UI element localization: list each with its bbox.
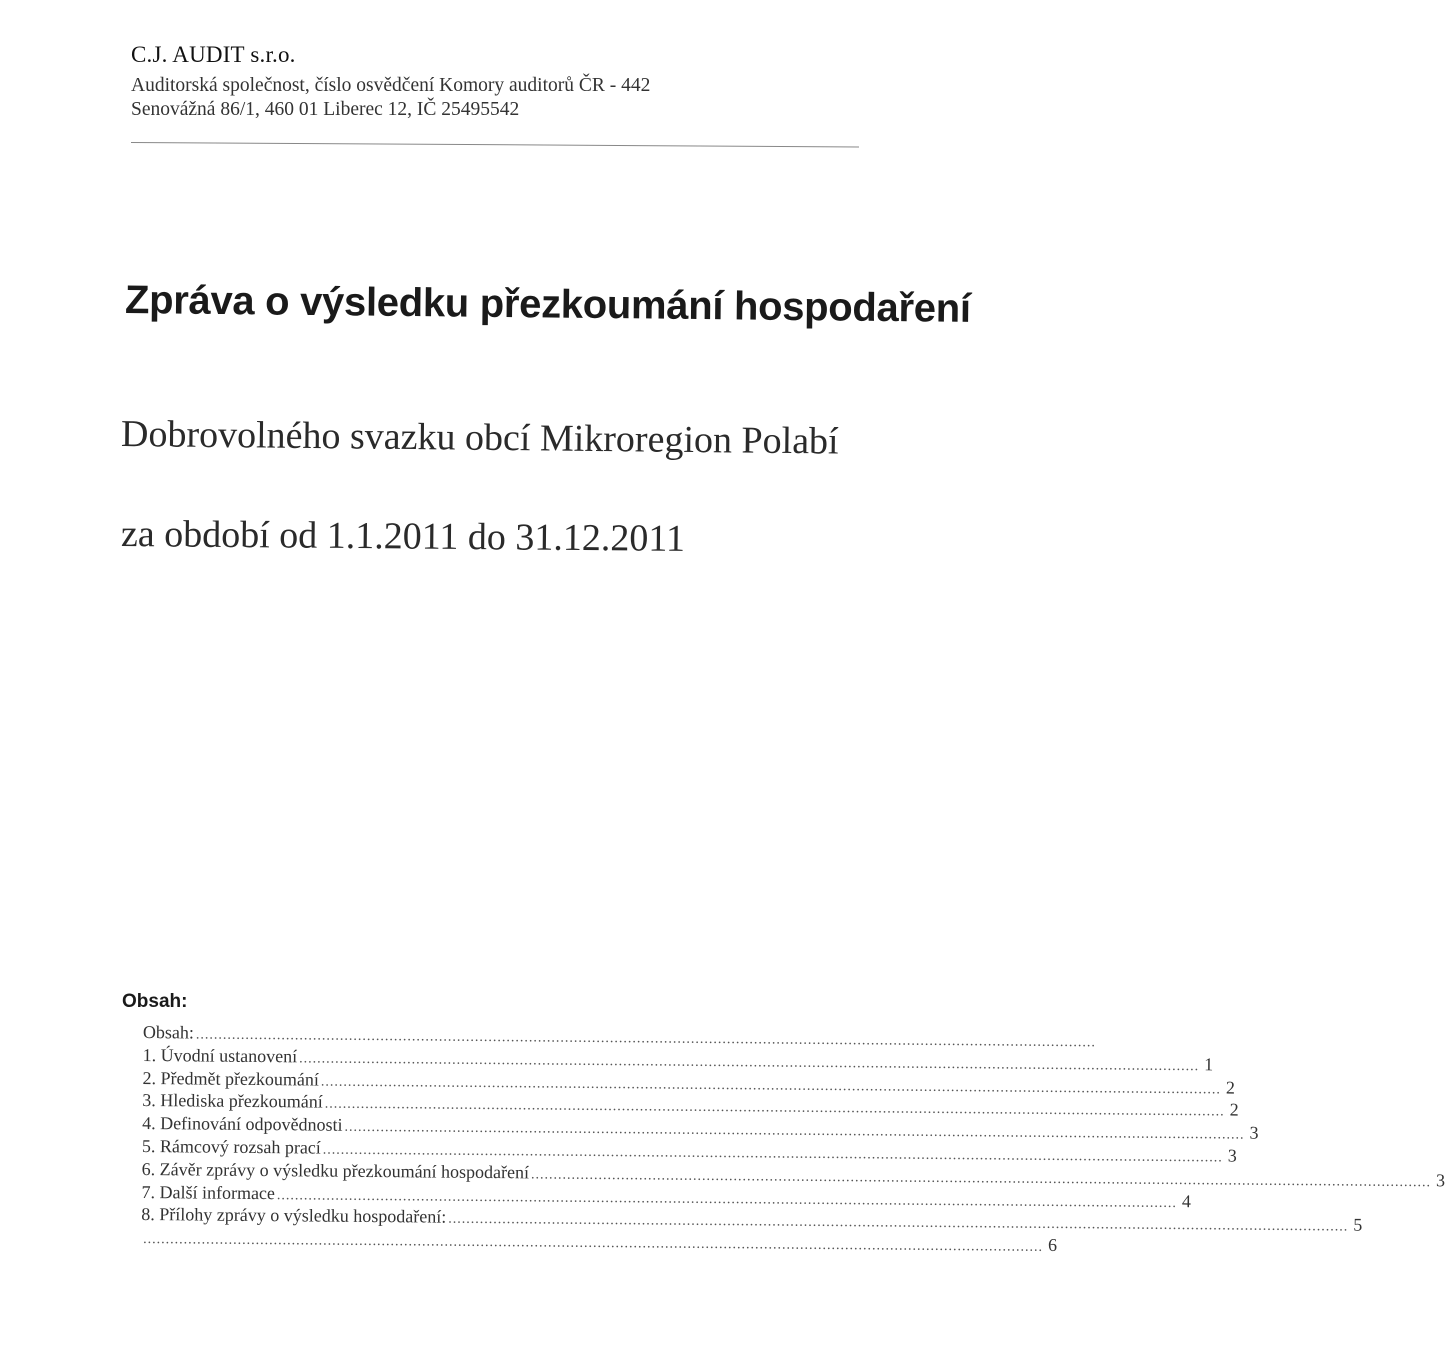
toc-leader-dots: ........................................................................................................................................................................................................ xyxy=(143,1232,1044,1256)
toc-entry-label: Obsah: xyxy=(142,1022,194,1043)
toc-entry-label: 4. Definování odpovědnosti xyxy=(142,1113,343,1135)
table-of-contents xyxy=(141,1022,1446,1256)
toc-entry-label: 1. Úvodní ustanovení xyxy=(142,1044,298,1067)
toc-entry-page: 3 xyxy=(1249,1122,1259,1143)
toc-entry-page: 4 xyxy=(1181,1190,1192,1211)
toc-entry-label: 5. Rámcový rozsah prací xyxy=(141,1135,321,1158)
toc-entry-page: 5 xyxy=(1353,1214,1363,1236)
document-period: za období od 1.1.2011 do 31.12.2011 xyxy=(120,513,686,560)
document-title: Zpráva o výsledku přezkoumání hospodaření xyxy=(124,278,971,331)
toc-entry-page: 3 xyxy=(1227,1145,1237,1166)
toc-entry xyxy=(141,1227,1058,1256)
toc-entry-label: 8. Přílohy zprávy o výsledku hospodaření: xyxy=(141,1204,447,1228)
toc-leader-dots: ........................................................................................................................................................................................................ xyxy=(299,1051,1200,1075)
toc-entry-label: 7. Další informace xyxy=(141,1181,276,1203)
company-address-line: Senovážná 86/1, 460 01 Liberec 12, IČ 25495542 xyxy=(131,99,520,120)
toc-entry-label: 2. Předmět přezkoumání xyxy=(142,1067,320,1090)
toc-entry-page: 6 xyxy=(1048,1235,1058,1256)
toc-entry-label: 3. Hlediska přezkoumání xyxy=(142,1090,323,1112)
toc-leader-dots: ........................................................................................................................................................................................................ xyxy=(448,1212,1349,1235)
toc-leader-dots: ........................................................................................................................................................................................................ xyxy=(324,1096,1225,1120)
toc-leader-dots: ........................................................................................................................................................................................................ xyxy=(320,1074,1221,1098)
toc-entry-page: 2 xyxy=(1225,1077,1236,1098)
toc-leader-dots: ........................................................................................................................................................................................................ xyxy=(531,1167,1432,1191)
toc-entry-page: 3 xyxy=(1435,1170,1446,1191)
company-name: C.J. AUDIT s.r.o. xyxy=(131,42,296,67)
toc-heading: Obsah: xyxy=(122,991,188,1012)
document-subject: Dobrovolného svazku obcí Mikroregion Polabí xyxy=(120,413,839,463)
toc-entry-page: 2 xyxy=(1229,1099,1239,1120)
toc-leader-dots: ........................................................................................................................................................................................................ xyxy=(195,1027,1096,1051)
toc-entry-label: 6. Závěr zprávy o výsledku přezkoumání hospodaření xyxy=(141,1158,530,1183)
header-divider xyxy=(131,142,859,147)
company-certificate-line: Auditorská společnost, číslo osvědčení Komory auditorů ČR - 442 xyxy=(131,75,651,96)
toc-leader-dots: ........................................................................................................................................................................................................ xyxy=(344,1119,1245,1143)
toc-leader-dots: ........................................................................................................................................................................................................ xyxy=(322,1142,1223,1166)
toc-entry-page: 1 xyxy=(1204,1054,1214,1075)
toc-leader-dots: ........................................................................................................................................................................................................ xyxy=(276,1187,1177,1211)
